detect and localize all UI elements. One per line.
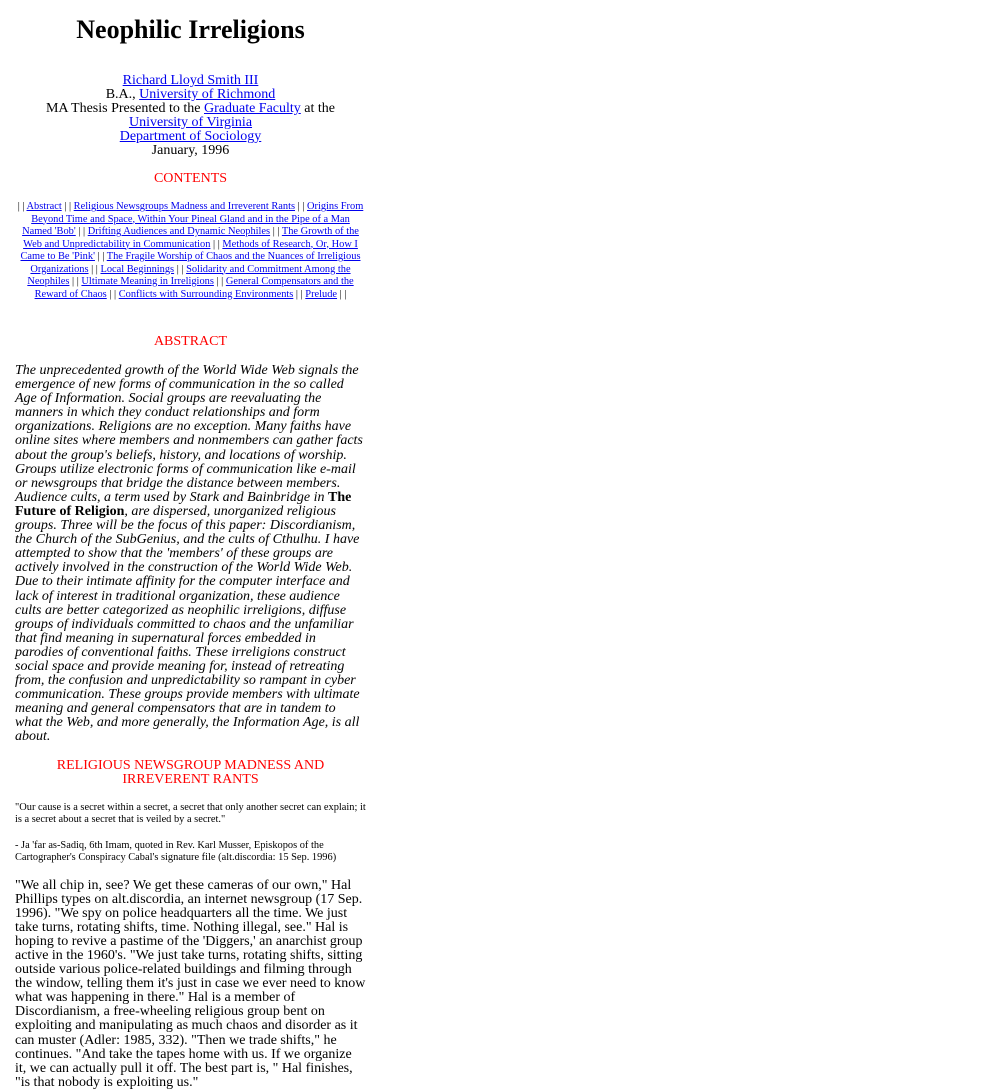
toc-separator: | | — [69, 276, 82, 287]
toc-separator: | | — [295, 201, 307, 212]
thesis-mid: at the — [300, 101, 336, 116]
toc-separator: | | — [337, 288, 347, 300]
page-title: Neophilic Irreligions — [76, 15, 305, 44]
section-heading-newsgroup: RELIGIOUS NEWSGROUP MADNESS AND IRREVERENT RANTS — [56, 757, 325, 787]
toc-link[interactable]: Ultimate Meaning in Irreligions — [81, 276, 214, 287]
graduate-faculty-link[interactable]: Graduate Faculty — [204, 101, 301, 116]
epigraph-attribution: - Ja 'far as-Sadiq, 6th Imam, quoted in Rev. Karl Musser, Episkopos of the Cartographer's Conspiracy Cabal's signature file (alt.discordia: 15 Sep. 1996) — [15, 839, 337, 864]
toc-link[interactable]: Prelude — [305, 288, 338, 300]
abstract-text — [15, 364, 366, 745]
document-column — [15, 0, 366, 1090]
toc-separator: | | — [213, 276, 226, 287]
toc-link[interactable]: Conflicts with Surrounding Environments — [118, 288, 294, 300]
author-link[interactable]: Richard Lloyd Smith III — [122, 73, 259, 88]
toc-separator: | | — [88, 263, 101, 275]
section-body-paragraph: "We all chip in, see? We get these cameras of our own," Hal Phillips types on alt.discordia, an internet newsgroup (17 Sep. 1996). "We spy on police headquarters all the time. We just take turns, rotating shifts, time. Nothing illegal, see." Hal is hoping to revive a pastime of the 'Diggers,' an anarchist group active in the 1960's. "We just take turns, rotating shifts, sitting outside various police-related buildings and filming through the window, telling them it's just in case we ever need to know what was happening in there." Hal is a member of Discordianism, a free-wheeling religious group bent on exploiting and manipulating as much chaos and disorder as it can muster (Adler: 1985, 332). "Then we trade shifts," he continues. "And take the tapes home with us. If we organize it, we can actually pull it off. The best part is, " Hal finishes, "is that nobody is exploiting us." — [15, 877, 366, 1090]
abstract-text-after: , are dispersed, unorganized religious groups. Three will be the focus of this paper: Discordianism, the Church of the SubGenius, and the cults of Cthulhu. I have attempted to show that the 'members' of these groups are actively involved in the construction of the World Wide Web. Due to their intimate affinity for the computer interface and lack of interest in traditional organization, these audience cults are better categorized as neophilic irreligions, diffuse groups of individuals committed to chaos and the unfamiliar that find meaning in supernatural forces embedded in parodies of conventional faiths. These irreligions construct social space and provide meaning for, instead of retreating from, the confusion and unpredictability so rampant in cyber communication. These groups provide members with ultimate meaning and general compensators that are in tandem to what the Web, and more generally, the Information Age, is all about. — [15, 503, 360, 745]
university-virginia-link[interactable]: University of Virginia — [128, 115, 253, 130]
book-title: The Future of Religion — [15, 489, 352, 519]
toc-separator: | | — [17, 201, 27, 212]
toc-separator: | | — [61, 201, 74, 212]
epigraph-quote: "Our cause is a secret within a secret, a secret that only another secret can explain; it is a secret about a secret that is veiled by a secret." — [15, 801, 366, 826]
byline — [15, 74, 366, 158]
toc-link[interactable]: Origins From Beyond Time and Space, Within Your Pineal Gland and in the Pipe of a Man Named 'Bob' — [22, 201, 364, 237]
thesis-prefix: MA Thesis Presented to the — [45, 101, 204, 116]
richmond-link[interactable]: University of Richmond — [139, 87, 276, 102]
department-link[interactable]: Department of Sociology — [119, 129, 262, 144]
toc-link[interactable]: The Growth of the Web and Unpredictability in Communication — [23, 226, 359, 250]
table-of-contents — [15, 201, 366, 301]
toc-separator: | | — [210, 238, 223, 250]
toc-link[interactable]: General Compensators and the Reward of Chaos — [34, 276, 354, 300]
toc-separator: | | — [75, 226, 88, 237]
toc-separator: | | — [270, 226, 282, 237]
toc-link[interactable]: Methods of Research, Or, How I Came to Be 'Pink' — [20, 238, 358, 262]
toc-separator: | | — [293, 288, 306, 300]
abstract-text-before: The unprecedented growth of the World Wide Web signals the emergence of new forms of communication in the so called Age of Information. Social groups are reevaluating the manners in which they conduct relationships and form organizations. Religions are no exception. Many faiths have online sites where members and nonmembers can gather facts about the group's beliefs, history, and locations of worship. Groups utilize electronic forms of communication like e-mail or newsgroups that bridge the distance between members. Audience cults, a term used by Stark and Bainbridge in — [15, 363, 363, 505]
contents-heading: CONTENTS — [153, 171, 228, 186]
toc-link[interactable]: Drifting Audiences and Dynamic Neophiles — [87, 226, 271, 237]
toc-link[interactable]: The Fragile Worship of Chaos and the Nuances of Irreligious Organizations — [30, 251, 361, 275]
toc-link[interactable]: Local Beginnings — [100, 263, 175, 275]
toc-link[interactable]: Solidarity and Commitment Among the Neophiles — [27, 263, 351, 287]
toc-link[interactable]: Abstract — [26, 201, 62, 212]
toc-separator: | | — [174, 263, 187, 275]
toc-separator: | | — [106, 288, 119, 300]
toc-separator: | | — [94, 251, 107, 262]
degree-prefix: B.A., — [105, 87, 140, 102]
toc-link[interactable]: Religious Newsgroups Madness and Irreverent Rants — [73, 201, 296, 212]
abstract-heading: ABSTRACT — [153, 334, 228, 349]
thesis-date: January, 1996 — [151, 143, 230, 158]
